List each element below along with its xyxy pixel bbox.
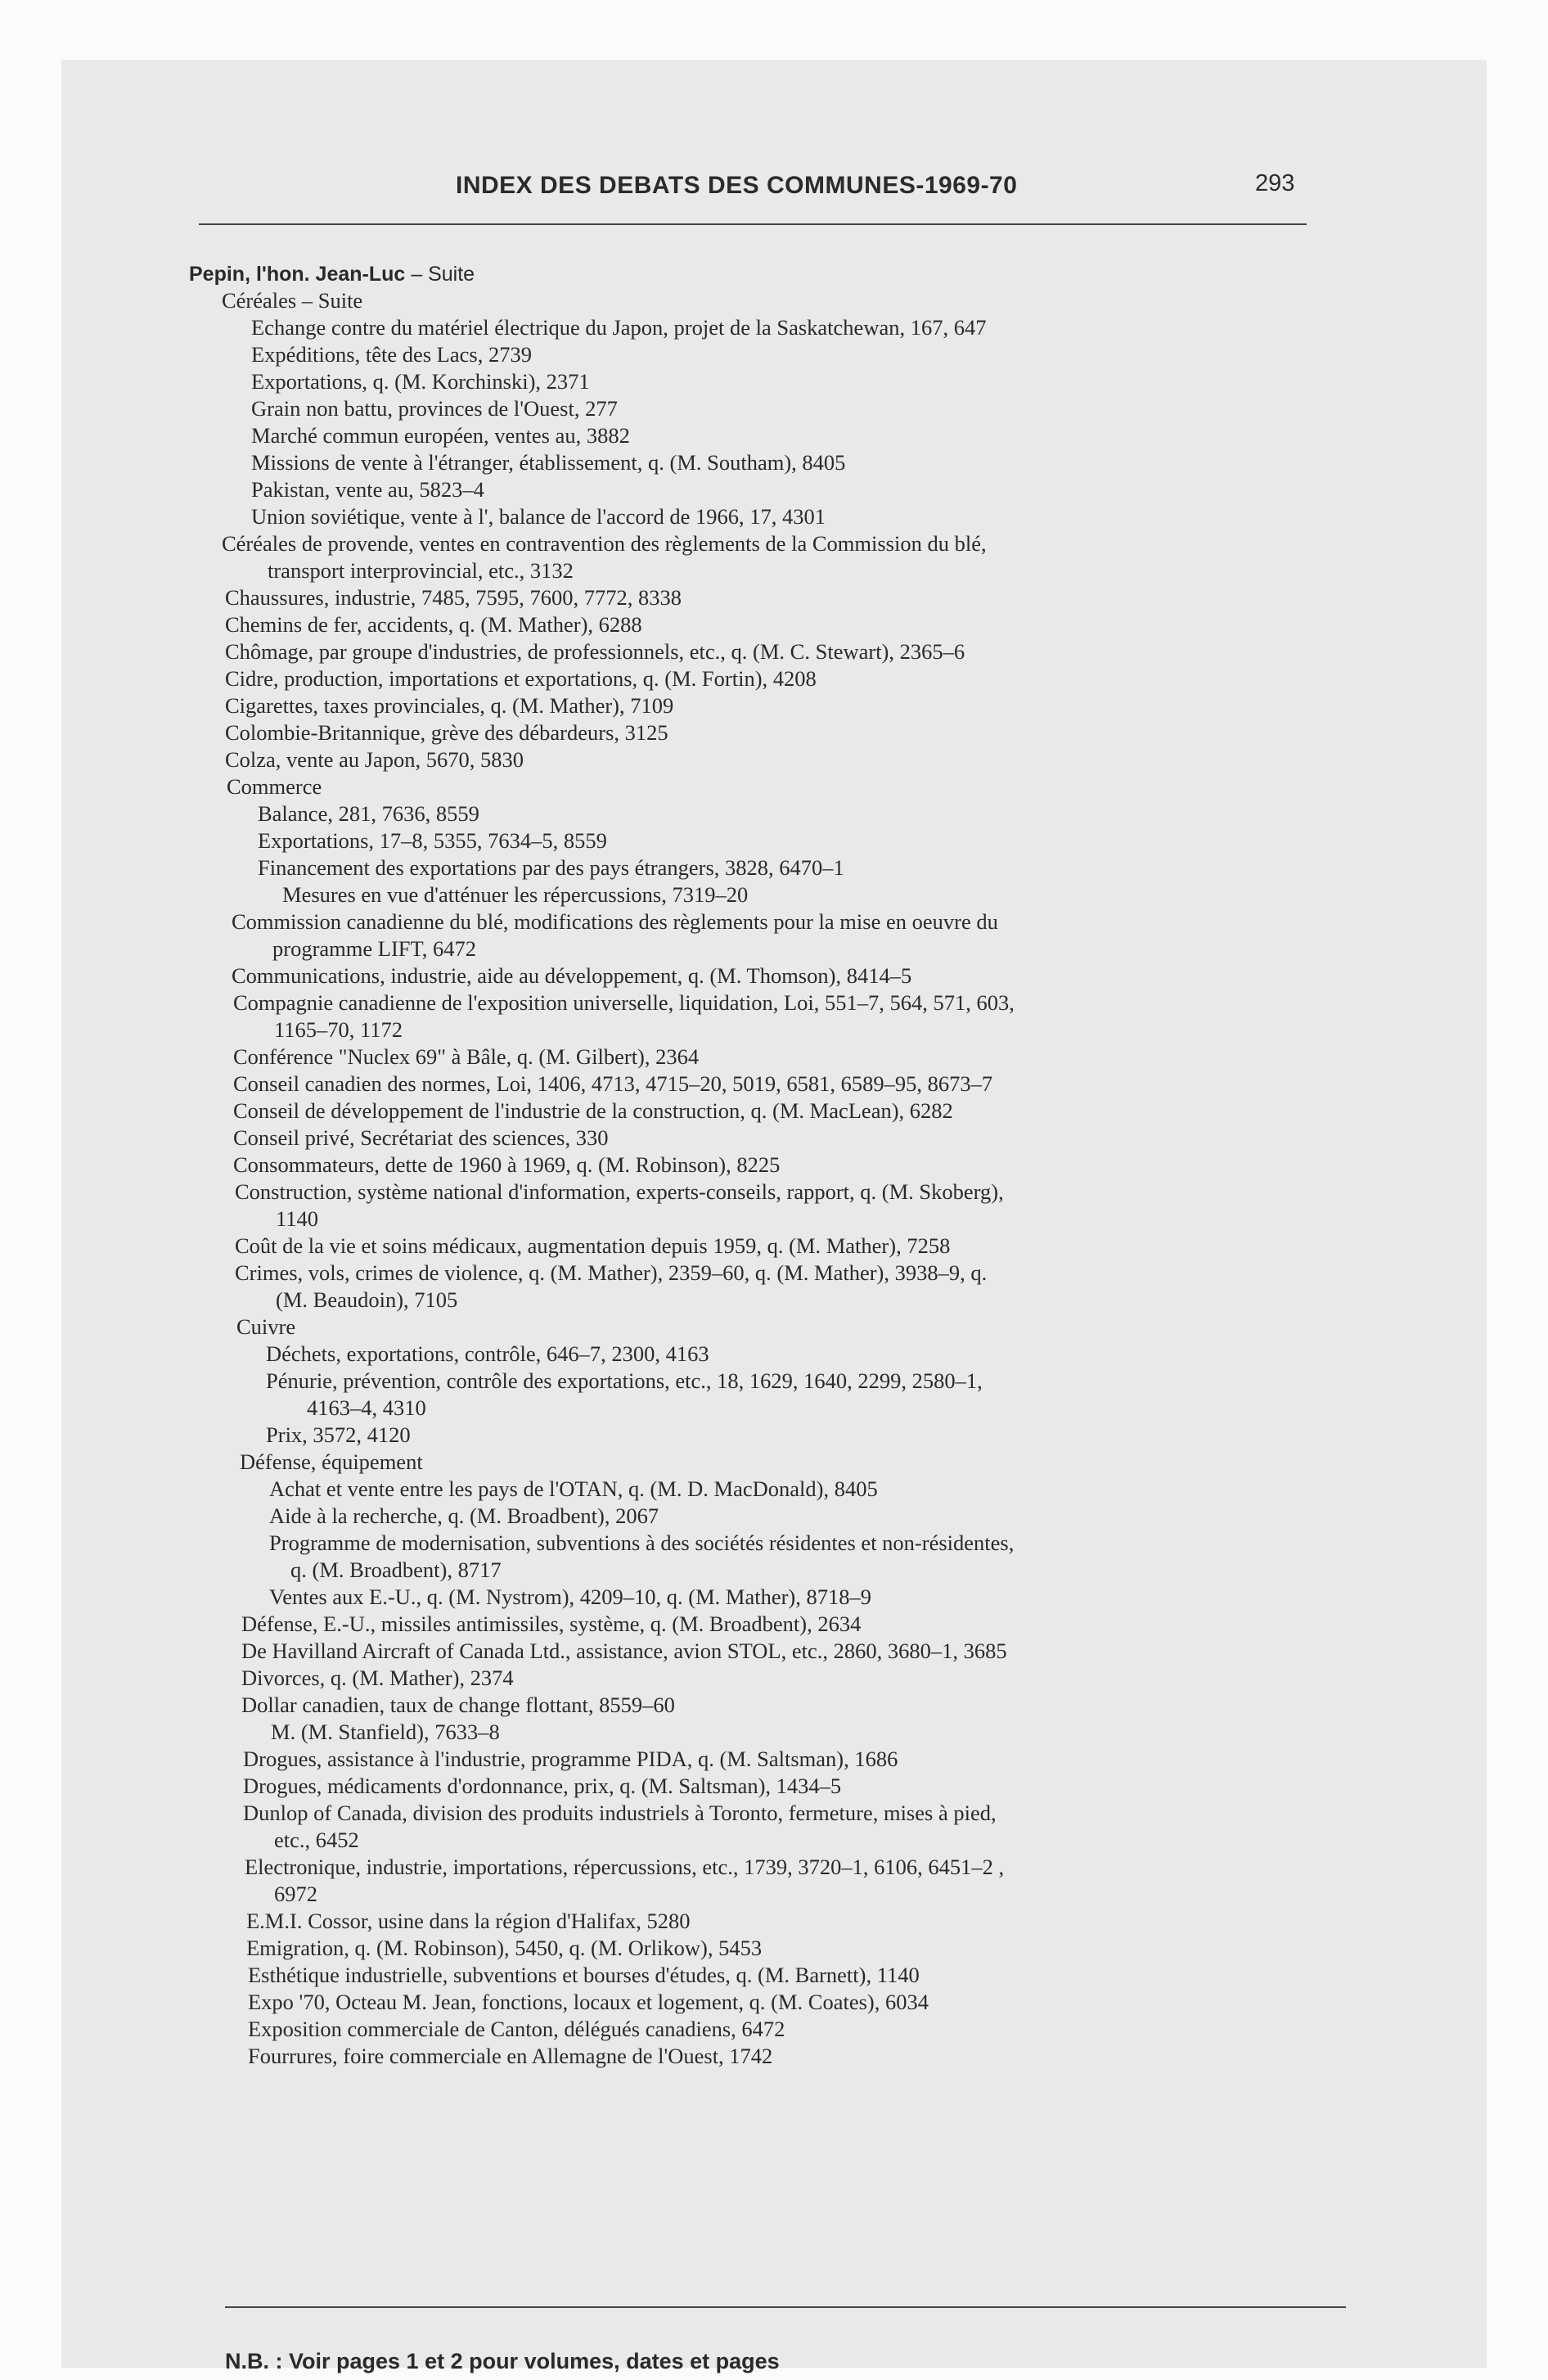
index-entry xyxy=(243,1772,841,1800)
index-entry xyxy=(282,881,748,908)
entry-text: Programme de modernisation, subventions à des sociétés résidentes et non-résidentes, xyxy=(269,1530,1015,1555)
index-heading xyxy=(189,260,475,288)
entry-text: 1140 xyxy=(276,1206,319,1231)
entry-text: Crimes, vols, crimes de violence, q. (M. Mather), 2359–60, q. (M. Mather), 3938–9, q. xyxy=(235,1260,988,1285)
index-entry xyxy=(233,1124,608,1152)
entry-text: Mesures en vue d'atténuer les répercussions, 7319–20 xyxy=(282,882,749,907)
entry-text: Colombie-Britannique, grève des débardeurs, 3125 xyxy=(225,720,668,745)
index-entry xyxy=(269,1502,659,1530)
entry-text: Union soviétique, vente à l', balance de l'accord de 1966, 17, 4301 xyxy=(251,504,826,529)
index-entry xyxy=(233,989,1015,1016)
entry-text: Financement des exportations par des pays étrangers, 3828, 6470–1 xyxy=(258,855,844,880)
index-entry xyxy=(248,1988,929,2016)
index-entry xyxy=(266,1340,709,1368)
entry-text: transport interprovincial, etc., 3132 xyxy=(268,558,574,583)
index-entry xyxy=(241,1610,861,1638)
index-entry xyxy=(251,476,484,503)
entry-text: Divorces, q. (M. Mather), 2374 xyxy=(241,1666,514,1690)
entry-text: Commerce xyxy=(227,774,322,799)
index-entry xyxy=(269,1583,871,1611)
entry-text: Cuivre xyxy=(236,1314,296,1339)
index-entry xyxy=(251,394,618,422)
entry-text: Construction, système national d'information, experts-conseils, rapport, q. (M. Skoberg), xyxy=(235,1179,1004,1204)
entry-text: Pakistan, vente au, 5823–4 xyxy=(251,477,484,502)
entry-text: programme LIFT, 6472 xyxy=(272,936,476,961)
entry-suffix: – Suite xyxy=(405,263,475,286)
entry-text: Coût de la vie et soins médicaux, augmentation depuis 1959, q. (M. Mather), 7258 xyxy=(235,1233,951,1258)
index-entry xyxy=(241,1637,1007,1665)
index-entry xyxy=(235,1259,987,1287)
page-number: 293 xyxy=(1255,170,1295,196)
entry-text: Céréales – Suite xyxy=(222,288,363,313)
index-entry xyxy=(268,557,574,584)
index-entry xyxy=(276,1286,457,1314)
index-entry xyxy=(251,421,630,449)
entry-text: Chômage, par groupe d'industries, de professionnels, etc., q. (M. C. Stewart), 2365–6 xyxy=(225,639,965,664)
entry-text: Consommateurs, dette de 1960 à 1969, q. (M. Robinson), 8225 xyxy=(233,1152,781,1177)
entry-text: Céréales de provende, ventes en contravention des règlements de la Commission du blé, xyxy=(222,531,987,556)
index-entry xyxy=(272,935,476,962)
entry-text: Ventes aux E.-U., q. (M. Nystrom), 4209–10, q. (M. Mather), 8718–9 xyxy=(269,1584,872,1609)
entry-text: Echange contre du matériel électrique du Japon, projet de la Saskatchewan, 167, 647 xyxy=(251,315,987,340)
index-entry xyxy=(225,746,524,773)
index-entry xyxy=(258,854,844,881)
index-entry xyxy=(225,665,817,692)
entry-text: Commission canadienne du blé, modifications des règlements pour la mise en oeuvre du xyxy=(232,909,998,934)
entry-text: Chaussures, industrie, 7485, 7595, 7600, 7772, 8338 xyxy=(225,585,682,610)
entry-text: Conseil canadien des normes, Loi, 1406, 4713, 4715–20, 5019, 6581, 6589–95, 8673–7 xyxy=(233,1071,993,1096)
index-entry xyxy=(225,638,965,665)
entry-text: q. (M. Broadbent), 8717 xyxy=(290,1557,502,1582)
entry-text: Aide à la recherche, q. (M. Broadbent), 2067 xyxy=(269,1503,659,1528)
index-entry xyxy=(248,2042,772,2070)
index-entry xyxy=(251,503,826,530)
index-entry xyxy=(274,1880,317,1908)
footer-note: N.B. : Voir pages 1 et 2 pour volumes, dates et pages xyxy=(225,2349,780,2373)
entry-text: Achat et vente entre les pays de l'OTAN, q. (M. D. MacDonald), 8405 xyxy=(269,1476,878,1501)
entry-text: etc., 6452 xyxy=(274,1828,359,1852)
entry-text: 6972 xyxy=(274,1882,317,1906)
index-entry xyxy=(274,1016,403,1044)
entry-text: Pepin, l'hon. Jean-Luc xyxy=(189,263,406,286)
index-entry xyxy=(251,313,986,341)
index-entry xyxy=(222,286,362,314)
entry-text: Déchets, exportations, contrôle, 646–7, 2300, 4163 xyxy=(266,1341,709,1366)
index-entry xyxy=(222,530,987,557)
entry-text: Exportations, 17–8, 5355, 7634–5, 8559 xyxy=(258,828,607,853)
entry-text: Balance, 281, 7636, 8559 xyxy=(258,801,479,826)
index-entry xyxy=(245,1853,1004,1881)
entry-text: De Havilland Aircraft of Canada Ltd., assistance, avion STOL, etc., 2860, 3680–1, 3685 xyxy=(241,1639,1007,1663)
index-entry xyxy=(225,584,682,611)
page-header-title: INDEX DES DEBATS DES COMMUNES-1969-70 xyxy=(456,172,1018,199)
index-entry xyxy=(233,1097,953,1125)
entry-text: Cidre, production, importations et exportations, q. (M. Fortin), 4208 xyxy=(225,666,817,691)
index-entry xyxy=(241,1664,514,1692)
entry-text: 1165–70, 1172 xyxy=(274,1017,403,1042)
entry-text: (M. Beaudoin), 7105 xyxy=(276,1287,458,1312)
entry-text: Electronique, industrie, importations, répercussions, etc., 1739, 3720–1, 6106, 6451–2 , xyxy=(245,1855,1005,1879)
entry-text: Conférence "Nuclex 69" à Bâle, q. (M. Gilbert), 2364 xyxy=(233,1044,700,1069)
entry-text: Cigarettes, taxes provinciales, q. (M. Mather), 7109 xyxy=(225,693,674,718)
entry-text: Esthétique industrielle, subventions et bourses d'études, q. (M. Barnett), 1140 xyxy=(248,1963,920,1987)
index-entry xyxy=(248,2015,785,2043)
entry-text: M. (M. Stanfield), 7633–8 xyxy=(271,1720,500,1744)
index-entry xyxy=(240,1448,423,1476)
index-entry xyxy=(251,449,845,476)
index-entry xyxy=(276,1205,318,1233)
index-entry xyxy=(235,1232,950,1260)
index-entry xyxy=(232,962,911,989)
index-entry xyxy=(258,800,479,827)
entry-text: Défense, E.-U., missiles antimissiles, système, q. (M. Broadbent), 2634 xyxy=(241,1611,862,1636)
entry-text: Conseil de développement de l'industrie de la construction, q. (M. MacLean), 6282 xyxy=(233,1098,953,1123)
index-entry xyxy=(235,1178,1004,1206)
entry-text: Défense, équipement xyxy=(240,1449,423,1474)
entry-text: Expo '70, Octeau M. Jean, fonctions, locaux et logement, q. (M. Coates), 6034 xyxy=(248,1990,929,2014)
entry-text: Prix, 3572, 4120 xyxy=(266,1422,411,1447)
entry-text: Exposition commerciale de Canton, délégués canadiens, 6472 xyxy=(248,2017,785,2041)
index-entry xyxy=(290,1556,502,1584)
index-entry xyxy=(225,692,673,719)
index-entry xyxy=(233,1151,780,1179)
index-entry xyxy=(227,773,322,800)
index-entry xyxy=(233,1043,699,1071)
entry-text: Fourrures, foire commerciale en Allemagne de l'Ouest, 1742 xyxy=(248,2044,773,2068)
index-entry xyxy=(251,340,532,368)
index-entry xyxy=(236,1313,295,1341)
index-entry xyxy=(307,1394,426,1422)
entry-text: Drogues, assistance à l'industrie, programme PIDA, q. (M. Saltsman), 1686 xyxy=(243,1747,898,1771)
entry-text: Drogues, médicaments d'ordonnance, prix, q. (M. Saltsman), 1434–5 xyxy=(243,1774,842,1798)
entry-text: Dunlop of Canada, division des produits industriels à Toronto, fermeture, mises à pied, xyxy=(243,1801,997,1825)
entry-text: Exportations, q. (M. Korchinski), 2371 xyxy=(251,369,590,394)
index-entry xyxy=(271,1718,500,1746)
entry-text: 4163–4, 4310 xyxy=(307,1395,426,1420)
entry-text: Chemins de fer, accidents, q. (M. Mather), 6288 xyxy=(225,612,642,637)
index-entry xyxy=(233,1070,992,1098)
entry-text: Dollar canadien, taux de change flottant, 8559–60 xyxy=(241,1693,675,1717)
entry-text: E.M.I. Cossor, usine dans la région d'Halifax, 5280 xyxy=(246,1909,691,1933)
index-entry xyxy=(246,1907,690,1935)
index-entry xyxy=(248,1961,920,1989)
entry-text: Conseil privé, Secrétariat des sciences, 330 xyxy=(233,1125,609,1150)
index-entry xyxy=(258,827,607,854)
index-entry xyxy=(241,1691,675,1719)
entry-text: Colza, vente au Japon, 5670, 5830 xyxy=(225,747,524,772)
index-entry xyxy=(274,1826,359,1854)
entry-text: Marché commun européen, ventes au, 3882 xyxy=(251,423,630,448)
index-entry xyxy=(243,1745,898,1773)
entry-text: Grain non battu, provinces de l'Ouest, 277 xyxy=(251,396,618,421)
entry-text: Missions de vente à l'étranger, établissement, q. (M. Southam), 8405 xyxy=(251,450,846,475)
index-entry xyxy=(232,908,998,935)
entry-text: Expéditions, tête des Lacs, 2739 xyxy=(251,342,532,367)
index-entry xyxy=(225,719,668,746)
index-entry xyxy=(251,367,590,395)
index-entry xyxy=(266,1367,983,1395)
entry-text: Compagnie canadienne de l'exposition universelle, liquidation, Loi, 551–7, 564, 571, 603, xyxy=(233,990,1015,1015)
index-entry xyxy=(225,611,642,638)
entry-text: Emigration, q. (M. Robinson), 5450, q. (M. Orlikow), 5453 xyxy=(246,1936,763,1960)
entry-text: Pénurie, prévention, contrôle des exportations, etc., 18, 1629, 1640, 2299, 2580–1, xyxy=(266,1368,983,1393)
index-entry xyxy=(246,1934,762,1962)
index-entry xyxy=(266,1421,411,1449)
index-entry xyxy=(269,1475,878,1503)
footer-divider xyxy=(225,2306,1346,2308)
index-entry xyxy=(243,1799,997,1827)
index-entry xyxy=(269,1529,1014,1557)
entry-text: Communications, industrie, aide au développement, q. (M. Thomson), 8414–5 xyxy=(232,963,912,988)
